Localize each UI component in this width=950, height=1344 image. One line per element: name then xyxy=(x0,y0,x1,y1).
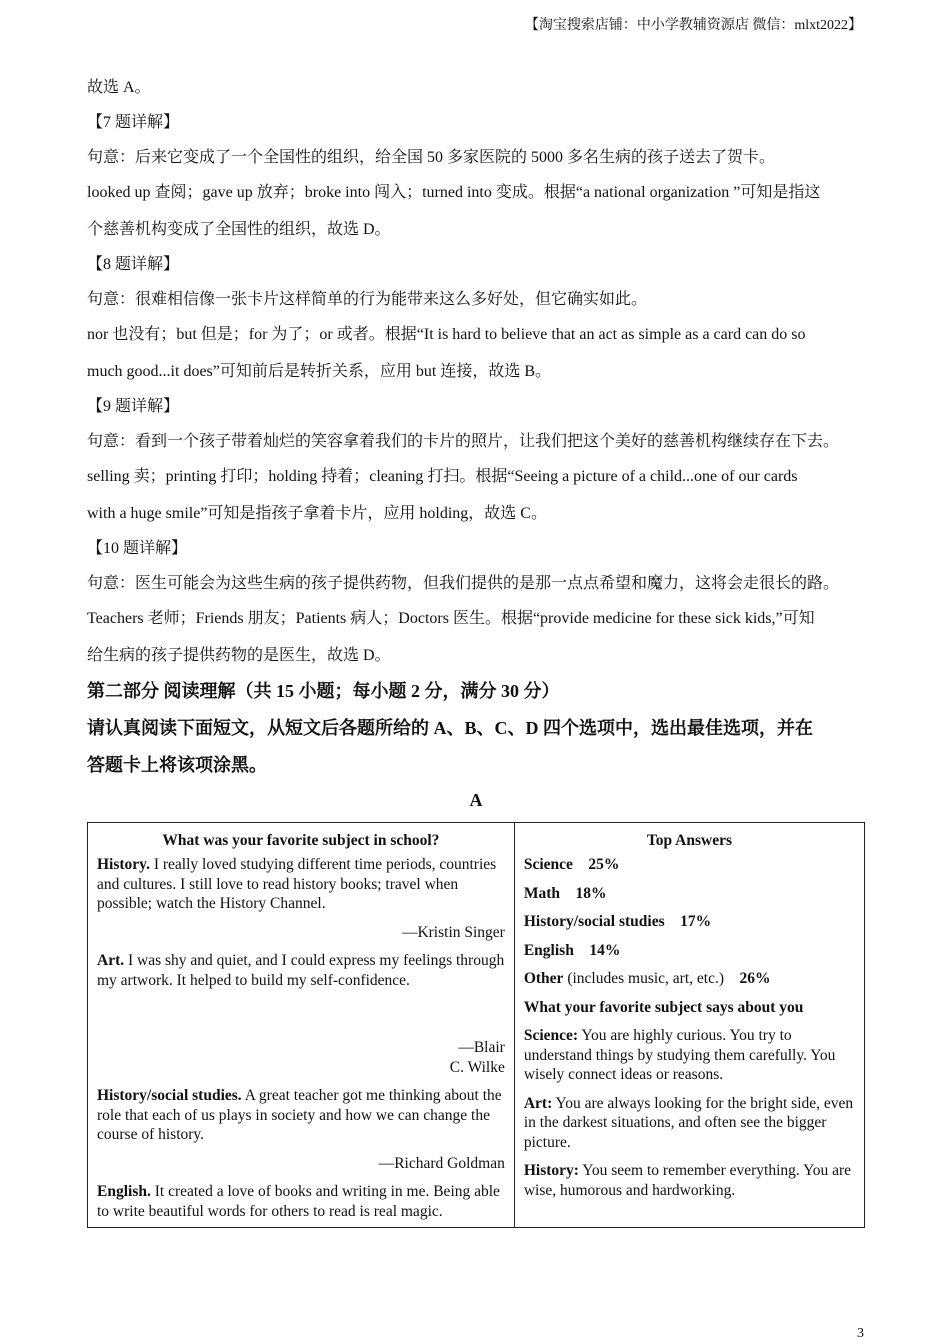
entry-subject: History. xyxy=(97,856,150,873)
entry-signature: —Kristin Singer xyxy=(401,923,505,941)
text-line: 句意：医生可能会为这些生病的孩子提供药物，但我们提供的是那一点点希望和魔力，这将会走很长的路。 xyxy=(87,575,840,592)
passage-letter: A xyxy=(469,790,483,810)
question-heading-9: 【9 题详解】 xyxy=(87,398,180,415)
says-item xyxy=(515,1094,864,1153)
answer-subject: English xyxy=(523,941,574,959)
answer-subject: History/social studies xyxy=(523,913,665,930)
says-item xyxy=(515,1026,864,1085)
answer-subject: Other xyxy=(523,970,564,987)
text-line: 故选 A。 xyxy=(87,79,151,96)
says-subject: Art: xyxy=(523,1094,553,1112)
page-number: 3 xyxy=(857,1326,864,1341)
text-line: 给生病的孩子提供药物的是医生，故选 D。 xyxy=(87,647,391,664)
answer-note: (includes music, art, etc.) xyxy=(563,970,724,987)
right-column-header: Top Answers xyxy=(646,832,732,849)
says-text: You seem to remember everything. You are wise, humorous and hardworking. xyxy=(523,1162,852,1199)
says-text: You are always looking for the bright side, even in the darkest situations, and often see the bigger picture. xyxy=(523,1094,854,1151)
section-instruction: 请认真阅读下面短文，从短文后各题所给的 A、B、C、D 四个选项中，选出最佳选项，并在 xyxy=(87,718,813,738)
top-answer-item xyxy=(515,941,864,961)
text-line: much good...it does”可知前后是转折关系，应用 but 连接，故选 B。 xyxy=(87,363,551,380)
top-answer-item xyxy=(515,855,864,875)
says-header xyxy=(515,998,864,1018)
top-answers-column xyxy=(514,823,864,1228)
section-instruction: 答题卡上将该项涂黑。 xyxy=(87,755,267,775)
top-answer-item xyxy=(515,969,864,989)
text-line: 句意：后来它变成了一个全国性的组织，给全国 50 多家医院的 5000 多名生病的孩子送去了贺卡。 xyxy=(87,149,776,166)
entry-text: A great teacher got me thinking about the role that each of us plays in society and how we can change the course of history. xyxy=(97,1087,502,1143)
question-heading-8: 【8 题详解】 xyxy=(87,256,180,273)
entry-text: I was shy and quiet, and I could express my feelings through my artwork. It helped to build my self-confidence. xyxy=(97,952,505,989)
left-column-header: What was your favorite subject in school? xyxy=(162,832,440,849)
answer-percent: 25% xyxy=(588,856,620,873)
says-text: You are highly curious. You try to understand things by studying them carefully. You wisely connect ideas or reasons. xyxy=(523,1027,836,1083)
text-line: nor 也没有；but 但是；for 为了；or 或者。根据“It is hard to believe that an act as simple as a card can do so xyxy=(87,326,806,343)
entry-subject: Art. xyxy=(97,952,125,969)
text-line: 个慈善机构变成了全国性的组织，故选 D。 xyxy=(87,221,391,238)
section-title: 第二部分 阅读理解（共 15 小题；每小题 2 分，满分 30 分） xyxy=(87,681,560,701)
answer-entry xyxy=(88,1182,514,1221)
says-header-text: What your favorite subject says about you xyxy=(523,998,804,1016)
question-heading-7: 【7 题详解】 xyxy=(87,114,180,131)
text-line: 句意：看到一个孩子带着灿烂的笑容拿着我们的卡片的照片，让我们把这个美好的慈善机构继续存在下去。 xyxy=(87,433,840,450)
answer-percent: 14% xyxy=(589,941,621,959)
says-subject: Science: xyxy=(523,1027,579,1044)
signature-line: C. Wilke xyxy=(449,1058,505,1076)
favorite-subject-column xyxy=(88,823,515,1228)
text-line: with a huge smile”可知是指孩子拿着卡片，应用 holding，故选 C。 xyxy=(87,505,547,522)
text-line: Teachers 老师；Friends 朋友；Patients 病人；Doctors 医生。根据“provide medicine for these sick kids,”可知 xyxy=(87,610,815,627)
answer-percent: 26% xyxy=(739,970,771,987)
page-header-watermark: 【淘宝搜索店铺：中小学教辅资源店 微信：mlxt2022】 xyxy=(524,18,862,33)
entry-signature: —Richard Goldman xyxy=(378,1154,505,1172)
question-heading-10: 【10 题详解】 xyxy=(87,540,188,557)
entry-subject: History/social studies. xyxy=(97,1087,242,1104)
entry-text: I really loved studying different time periods, countries and cultures. I still love to read history books; travel when possible; watch the History Channel. xyxy=(97,856,497,912)
says-subject: History: xyxy=(523,1162,579,1179)
top-answer-item xyxy=(515,912,864,932)
entry-signature xyxy=(88,1038,514,1077)
answer-entry xyxy=(88,1086,514,1145)
says-item xyxy=(515,1161,864,1200)
signature-line: —Blair xyxy=(458,1039,505,1056)
text-line: selling 卖；printing 打印；holding 持着；cleaning 打扫。根据“Seeing a picture of a child...one of our cards xyxy=(87,468,798,485)
entry-subject: English. xyxy=(97,1183,151,1200)
entry-text: It created a love of books and writing in me. Being able to write beautiful words for others to read is real magic. xyxy=(97,1183,500,1220)
survey-table xyxy=(87,822,865,1228)
answer-percent: 17% xyxy=(680,913,712,930)
text-line: 句意：很难相信像一张卡片这样简单的行为能带来这么多好处，但它确实如此。 xyxy=(87,291,648,308)
answer-percent: 18% xyxy=(575,884,607,902)
top-answer-item xyxy=(515,884,864,904)
text-line: looked up 查阅；gave up 放弃；broke into 闯入；turned into 变成。根据“a national organization ”可知是指这 xyxy=(87,184,821,201)
answer-subject: Math xyxy=(523,884,561,902)
answer-entry xyxy=(88,951,514,990)
answer-subject: Science xyxy=(523,856,573,873)
answer-entry xyxy=(88,855,514,914)
